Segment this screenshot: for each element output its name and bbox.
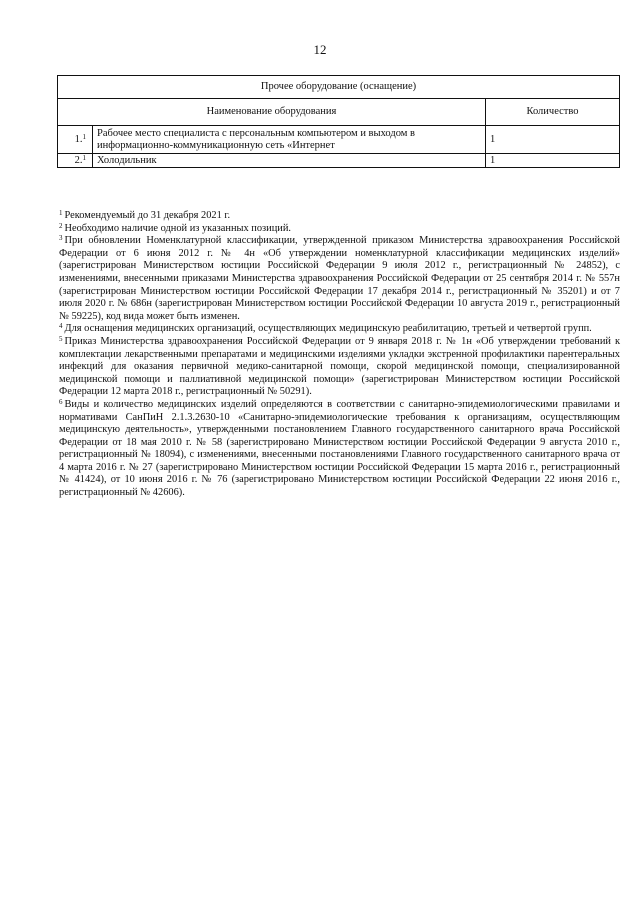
row-number: 1.$^1$ [58, 126, 93, 154]
footnote [59, 223, 620, 236]
footnote [59, 210, 620, 223]
footnote-mark: 4 [59, 322, 63, 331]
equipment-table [57, 75, 620, 168]
page-number: 12 [313, 42, 327, 57]
footnote-text: Виды и количество медицинских изделий определяются в соответствии с санитарно-эпидемиологическими правилами и нормативами СанПиН 2.1.3.2630-10 «Санитарно-эпидемиологические требования к организациям, осуществляющим медицинскую деятельность», утвержденными постановлением Главного государственного санитарного врача Российской Федерации от 18 мая 2010 г. № 58 (зарегистрировано Министерством юстиции Российской Федерации 9 августа 2010 г., регистрационный № 18094), с изменениями, внесенными постановлениями Главного государственного санитарного врача от 4 марта 2016 г. № 27 (зарегистрировано Министерством юстиции Российской Федерации 15 марта 2016 г., регистрационный № 41424), от 10 июня 2016 г. № 76 (зарегистрировано Министерством юстиции Российской Федерации 22 июня 2016 г., регистрационный № 42606). [59, 398, 620, 499]
header-name: Наименование оборудования [58, 99, 486, 126]
footnote [59, 336, 620, 399]
footnote-text: Необходимо наличие одной из указанных позиций. [64, 222, 291, 234]
row-number: 2.$^1$ [58, 154, 93, 168]
footnote [59, 235, 620, 323]
footnote-mark: 2 [59, 221, 63, 230]
footnote-text: Приказ Министерства здравоохранения Российской Федерации от 9 января 2018 г. № 1н «Об утверждении требований к комплектации лекарственными препаратами и медицинскими изделиями укладки экстренной профилактики парентеральных инфекций для оказания первичной медико-санитарной помощи, скорой медицинской помощи, специализированной медицинской помощи и паллиативной медицинской помощи» (зарегистрирован Министерством юстиции Российской Федерации 12 марта 2018 г., регистрационный № 50291). [59, 335, 620, 398]
footnotes [59, 210, 620, 500]
row-footnote-mark: 1 [82, 153, 86, 162]
footnote-mark: 5 [59, 334, 63, 343]
footnote-text: Рекомендуемый до 31 декабря 2021 г. [64, 210, 231, 221]
table-row [58, 126, 620, 154]
footnote [59, 323, 620, 336]
footnote [59, 399, 620, 500]
row-quantity: 1 [486, 154, 620, 168]
row-equipment-name: Холодильник [93, 154, 486, 168]
row-footnote-mark: 1 [82, 132, 86, 141]
footnote-text: При обновлении Номенклатурной классификации, утвержденной приказом Министерства здравоохранения Российской Федерации от 6 июня 2012 г. № 4н «Об утверждении номенклатурной классификации медицинских изделий» (зарегистрирован Министерством юстиции Российской Федерации 9 июля 2012 г., регистрационный № 24852), с изменениями, внесенными приказами Министерства здравоохранения Российской Федерации от 25 сентября 2014 г. № 557н (зарегистрирован Министерством юстиции Российской Федерации 17 декабря 2014 г., регистрационный № 35201) и от 7 июля 2020 г. № 686н (зарегистрирован Министерством юстиции Российской Федерации 10 августа 2019 г., регистрационный № 59225), код вида может быть изменен. [59, 235, 620, 322]
header-quantity: Количество [486, 99, 620, 126]
footnote-mark: 3 [59, 234, 63, 243]
footnote-mark: 1 [59, 209, 63, 217]
table-row [58, 154, 620, 168]
row-quantity: 1 [486, 126, 620, 154]
footnote-mark: 6 [59, 397, 63, 406]
row-equipment-name: Рабочее место специалиста с персональным компьютером и выходом в информационно-коммуникационную сеть «Интернет [93, 126, 486, 154]
table-caption: Прочее оборудование (оснащение) [58, 76, 620, 99]
footnote-text: Для оснащения медицинских организаций, осуществляющих медицинскую реабилитацию, третьей и четвертой групп. [64, 323, 592, 335]
table-caption-row [58, 76, 620, 99]
table-header-row [58, 99, 620, 126]
